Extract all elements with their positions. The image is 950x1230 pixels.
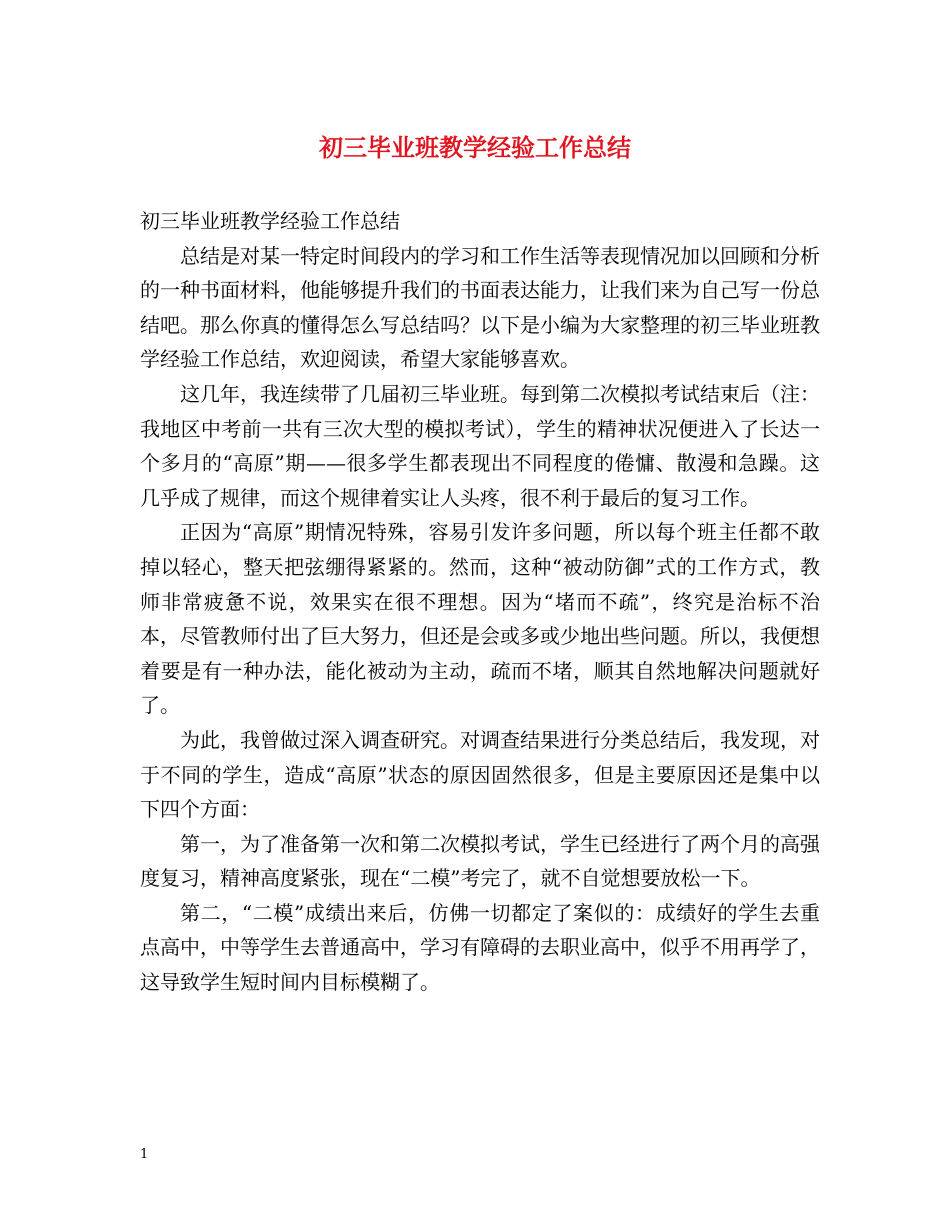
paragraph-background: 这几年，我连续带了几届初三毕业班。每到第二次模拟考试结束后（注：我地区中考前一共有三次大型的模拟考试），学生的精神状况便进入了长达一个多月的“高原”期——很多学生都表现出不同程度的倦慵、散漫和急躁。这几乎成了规律，而这个规律着实让人头疼，很不利于最后的复习工作。 [140, 381, 820, 510]
paragraph-intro: 总结是对某一特定时间段内的学习和工作生活等表现情况加以回顾和分析的一种书面材料，他能够提升我们的书面表达能力，让我们来为自己写一份总结吧。那么你真的懂得怎么写总结吗？以下是小编为大家整理的初三毕业班教学经验工作总结，欢迎阅读，希望大家能够喜欢。 [140, 243, 820, 372]
paragraph-reason-one: 第一，为了准备第一次和第二次模拟考试，学生已经进行了两个月的高强度复习，精神高度紧张，现在“二模”考完了，就不自觉想要放松一下。 [140, 831, 820, 891]
page-number: 1 [140, 1147, 149, 1162]
paragraph-reason-two: 第二，“二模”成绩出来后，仿佛一切都定了案似的：成绩好的学生去重点高中，中等学生去普通高中，学习有障碍的去职业高中，似乎不用再学了，这导致学生短时间内目标模糊了。 [140, 900, 820, 995]
paragraph-problem: 正因为“高原”期情况特殊，容易引发许多问题，所以每个班主任都不敢掉以轻心，整天把弦绷得紧紧的。然而，这种“被动防御”式的工作方式，教师非常疲惫不说，效果实在很不理想。因为“堵而不疏”，终究是治标不治本，尽管教师付出了巨大努力，但还是会或多或少地出些问题。所以，我便想着要是有一种办法，能化被动为主动，疏而不堵，顺其自然地解决问题就好了。 [140, 520, 820, 718]
document-title: 初三毕业班教学经验工作总结 [319, 133, 631, 162]
document-subtitle: 初三毕业班教学经验工作总结 [140, 209, 400, 233]
paragraph-investigation: 为此，我曾做过深入调查研究。对调查结果进行分类总结后，我发现，对于不同的学生，造成“高原”状态的原因固然很多，但是主要原因还是集中以下四个方面： [140, 727, 820, 822]
document-body [140, 204, 820, 1000]
